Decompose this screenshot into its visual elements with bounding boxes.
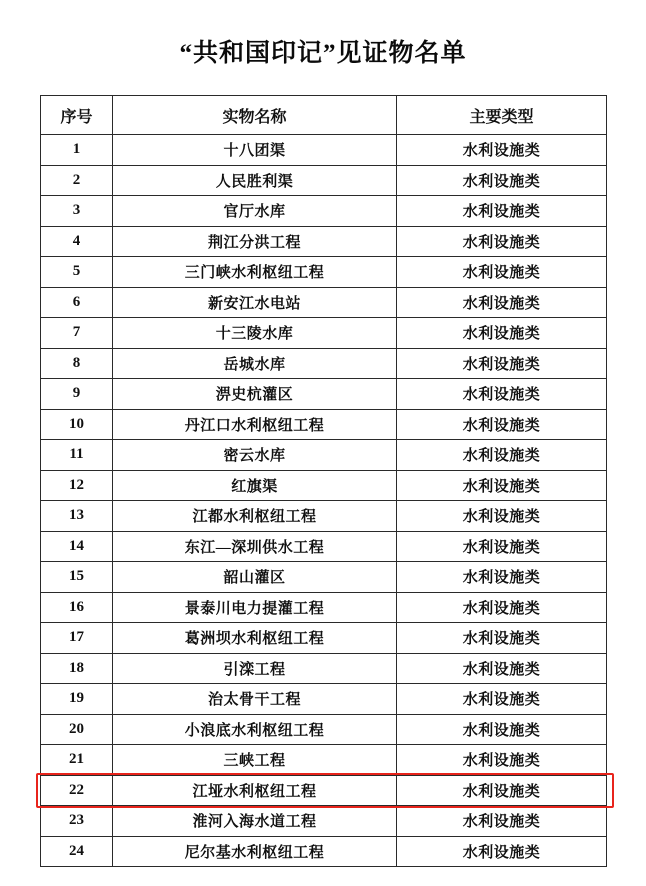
cell-object-name: 三峡工程 [113,745,397,776]
cell-index: 8 [41,348,113,379]
witness-objects-table [40,95,607,867]
table-row [41,165,607,196]
cell-index: 24 [41,836,113,867]
cell-object-type: 水利设施类 [397,379,607,410]
table-row [41,775,607,806]
cell-object-type: 水利设施类 [397,257,607,288]
cell-index: 16 [41,592,113,623]
table-header-row [41,96,607,135]
cell-object-type: 水利设施类 [397,440,607,471]
cell-object-name: 小浪底水利枢纽工程 [113,714,397,745]
cell-object-type: 水利设施类 [397,501,607,532]
cell-index: 5 [41,257,113,288]
cell-object-name: 葛洲坝水利枢纽工程 [113,623,397,654]
cell-object-name: 东江—深圳供水工程 [113,531,397,562]
table-row [41,684,607,715]
table-row [41,745,607,776]
cell-object-type: 水利设施类 [397,775,607,806]
table-row [41,318,607,349]
cell-index: 12 [41,470,113,501]
table-row [41,379,607,410]
cell-object-name: 江都水利枢纽工程 [113,501,397,532]
cell-object-name: 韶山灌区 [113,562,397,593]
cell-index: 9 [41,379,113,410]
table-row [41,501,607,532]
cell-object-type: 水利设施类 [397,287,607,318]
table-row [41,714,607,745]
table-header [41,96,607,135]
cell-object-type: 水利设施类 [397,409,607,440]
cell-object-type: 水利设施类 [397,592,607,623]
cell-index: 4 [41,226,113,257]
table-row [41,348,607,379]
cell-object-type: 水利设施类 [397,745,607,776]
cell-object-name: 岳城水库 [113,348,397,379]
table-row [41,562,607,593]
table-row [41,836,607,867]
cell-object-name: 引滦工程 [113,653,397,684]
cell-object-name: 人民胜利渠 [113,165,397,196]
cell-object-type: 水利设施类 [397,318,607,349]
cell-object-name: 尼尔基水利枢纽工程 [113,836,397,867]
table-body [41,135,607,867]
cell-object-type: 水利设施类 [397,806,607,837]
cell-object-name: 官厅水库 [113,196,397,227]
cell-index: 22 [41,775,113,806]
cell-object-type: 水利设施类 [397,714,607,745]
table-row [41,653,607,684]
cell-object-type: 水利设施类 [397,562,607,593]
table-row [41,196,607,227]
cell-object-name: 密云水库 [113,440,397,471]
cell-object-type: 水利设施类 [397,653,607,684]
cell-object-type: 水利设施类 [397,684,607,715]
cell-object-name: 淮河入海水道工程 [113,806,397,837]
cell-index: 23 [41,806,113,837]
cell-object-name: 新安江水电站 [113,287,397,318]
cell-object-type: 水利设施类 [397,165,607,196]
cell-object-type: 水利设施类 [397,623,607,654]
cell-index: 3 [41,196,113,227]
cell-object-type: 水利设施类 [397,196,607,227]
cell-object-type: 水利设施类 [397,135,607,166]
cell-index: 7 [41,318,113,349]
cell-object-type: 水利设施类 [397,470,607,501]
column-header-type: 主要类型 [397,96,607,135]
cell-object-type: 水利设施类 [397,531,607,562]
cell-object-name: 江垭水利枢纽工程 [113,775,397,806]
page-title: “共和国印记”见证物名单 [179,40,467,67]
table-row [41,623,607,654]
table-row [41,287,607,318]
cell-object-name: 红旗渠 [113,470,397,501]
cell-index: 21 [41,745,113,776]
cell-index: 1 [41,135,113,166]
cell-index: 6 [41,287,113,318]
cell-index: 20 [41,714,113,745]
column-header-index: 序号 [41,96,113,135]
cell-index: 10 [41,409,113,440]
cell-index: 11 [41,440,113,471]
table-row [41,257,607,288]
cell-index: 13 [41,501,113,532]
table-row [41,470,607,501]
cell-object-name: 荆江分洪工程 [113,226,397,257]
table-row [41,531,607,562]
cell-object-name: 治太骨干工程 [113,684,397,715]
cell-object-name: 十八团渠 [113,135,397,166]
cell-index: 19 [41,684,113,715]
table-row [41,226,607,257]
cell-index: 17 [41,623,113,654]
table-row [41,806,607,837]
column-header-name: 实物名称 [113,96,397,135]
cell-index: 14 [41,531,113,562]
cell-object-name: 丹江口水利枢纽工程 [113,409,397,440]
table-row [41,592,607,623]
cell-object-name: 淠史杭灌区 [113,379,397,410]
cell-index: 15 [41,562,113,593]
cell-object-type: 水利设施类 [397,226,607,257]
cell-object-name: 十三陵水库 [113,318,397,349]
cell-object-name: 景泰川电力提灌工程 [113,592,397,623]
cell-object-type: 水利设施类 [397,348,607,379]
cell-index: 18 [41,653,113,684]
table-row [41,135,607,166]
table-row [41,409,607,440]
table-row [41,440,607,471]
cell-index: 2 [41,165,113,196]
cell-object-type: 水利设施类 [397,836,607,867]
cell-object-name: 三门峡水利枢纽工程 [113,257,397,288]
